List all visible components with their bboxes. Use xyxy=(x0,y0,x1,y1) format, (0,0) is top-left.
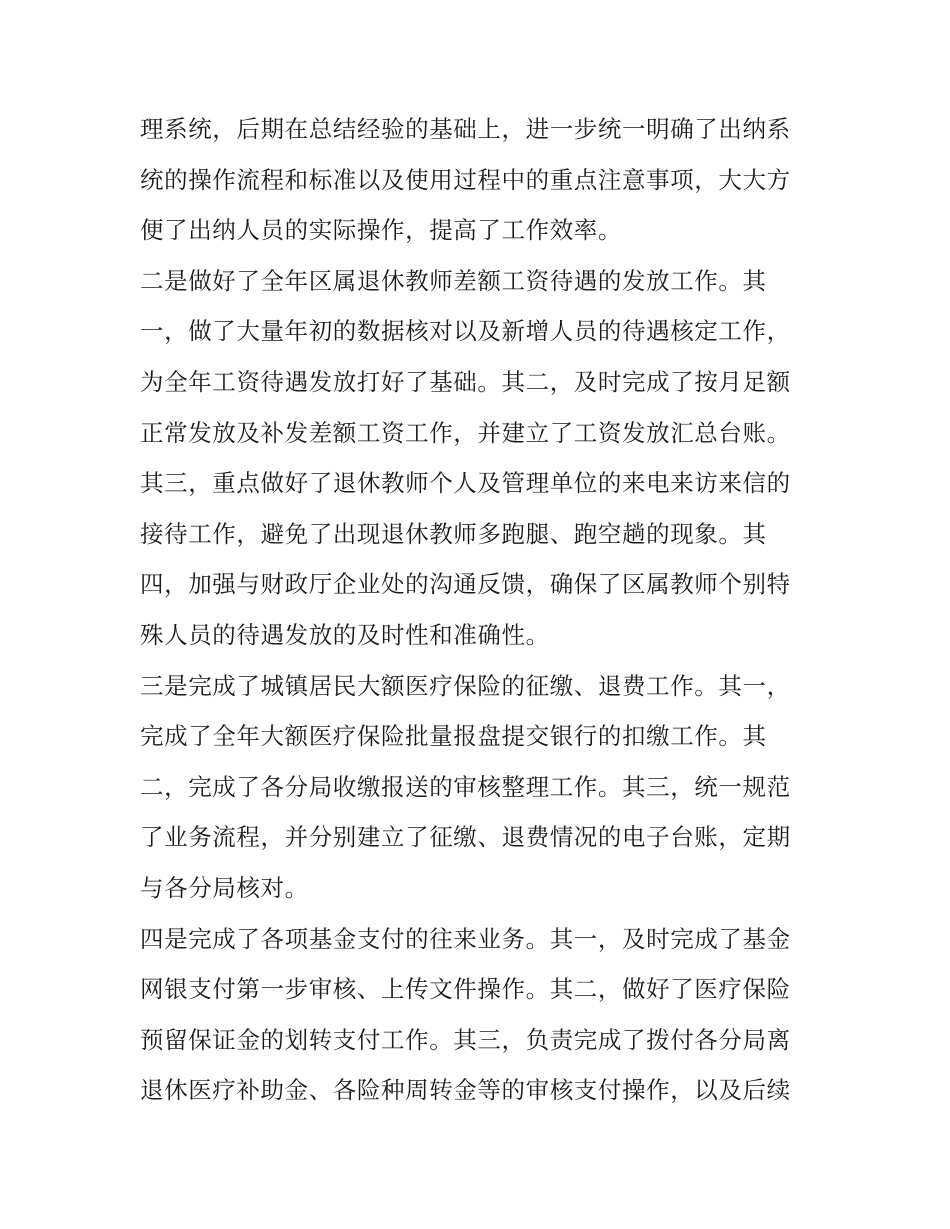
text-line: 二，完成了各分局收缴报送的审核整理工作。其三，统一规范 xyxy=(140,772,791,801)
text-line: 四，加强与财政厅企业处的沟通反馈，确保了区属教师个别特 xyxy=(140,570,791,599)
text-line: 其三，重点做好了退休教师个人及管理单位的来电来访来信的 xyxy=(140,469,791,498)
text-line: 网银支付第一步审核、上传文件操作。其二，做好了医疗保险 xyxy=(140,975,791,1004)
text-line: 预留保证金的划转支付工作。其三，负责完成了拨付各分局离 xyxy=(140,1025,791,1054)
text-line: 四是完成了各项基金支付的往来业务。其一，及时完成了基金 xyxy=(140,924,791,953)
text-line: 统的操作流程和标准以及使用过程中的重点注意事项，大大方 xyxy=(140,165,791,194)
text-line: 了业务流程，并分别建立了征缴、退费情况的电子台账，定期 xyxy=(140,823,791,852)
text-line: 完成了全年大额医疗保险批量报盘提交银行的扣缴工作。其 xyxy=(140,722,767,751)
text-line: 殊人员的待遇发放的及时性和准确性。 xyxy=(140,620,550,649)
text-line: 退休医疗补助金、各险种周转金等的审核支付操作，以及后续 xyxy=(140,1076,791,1105)
text-line: 三是完成了城镇居民大额医疗保险的征缴、退费工作。其一， xyxy=(140,671,791,700)
text-line: 正常发放及补发差额工资工作，并建立了工资发放汇总台账。 xyxy=(140,418,791,447)
text-line: 与各分局核对。 xyxy=(140,873,309,902)
text-line: 接待工作，避免了出现退休教师多跑腿、跑空趟的现象。其 xyxy=(140,519,767,548)
text-line: 便了出纳人员的实际操作，提高了工作效率。 xyxy=(140,216,622,245)
body-text xyxy=(140,104,820,1116)
text-line: 为全年工资待遇发放打好了基础。其二，及时完成了按月足额 xyxy=(140,367,791,396)
text-line: 一，做了大量年初的数据核对以及新增人员的待遇核定工作， xyxy=(140,317,791,346)
text-line: 二是做好了全年区属退休教师差额工资待遇的发放工作。其 xyxy=(140,266,767,295)
text-line: 理系统，后期在总结经验的基础上，进一步统一明确了出纳系 xyxy=(140,115,791,143)
